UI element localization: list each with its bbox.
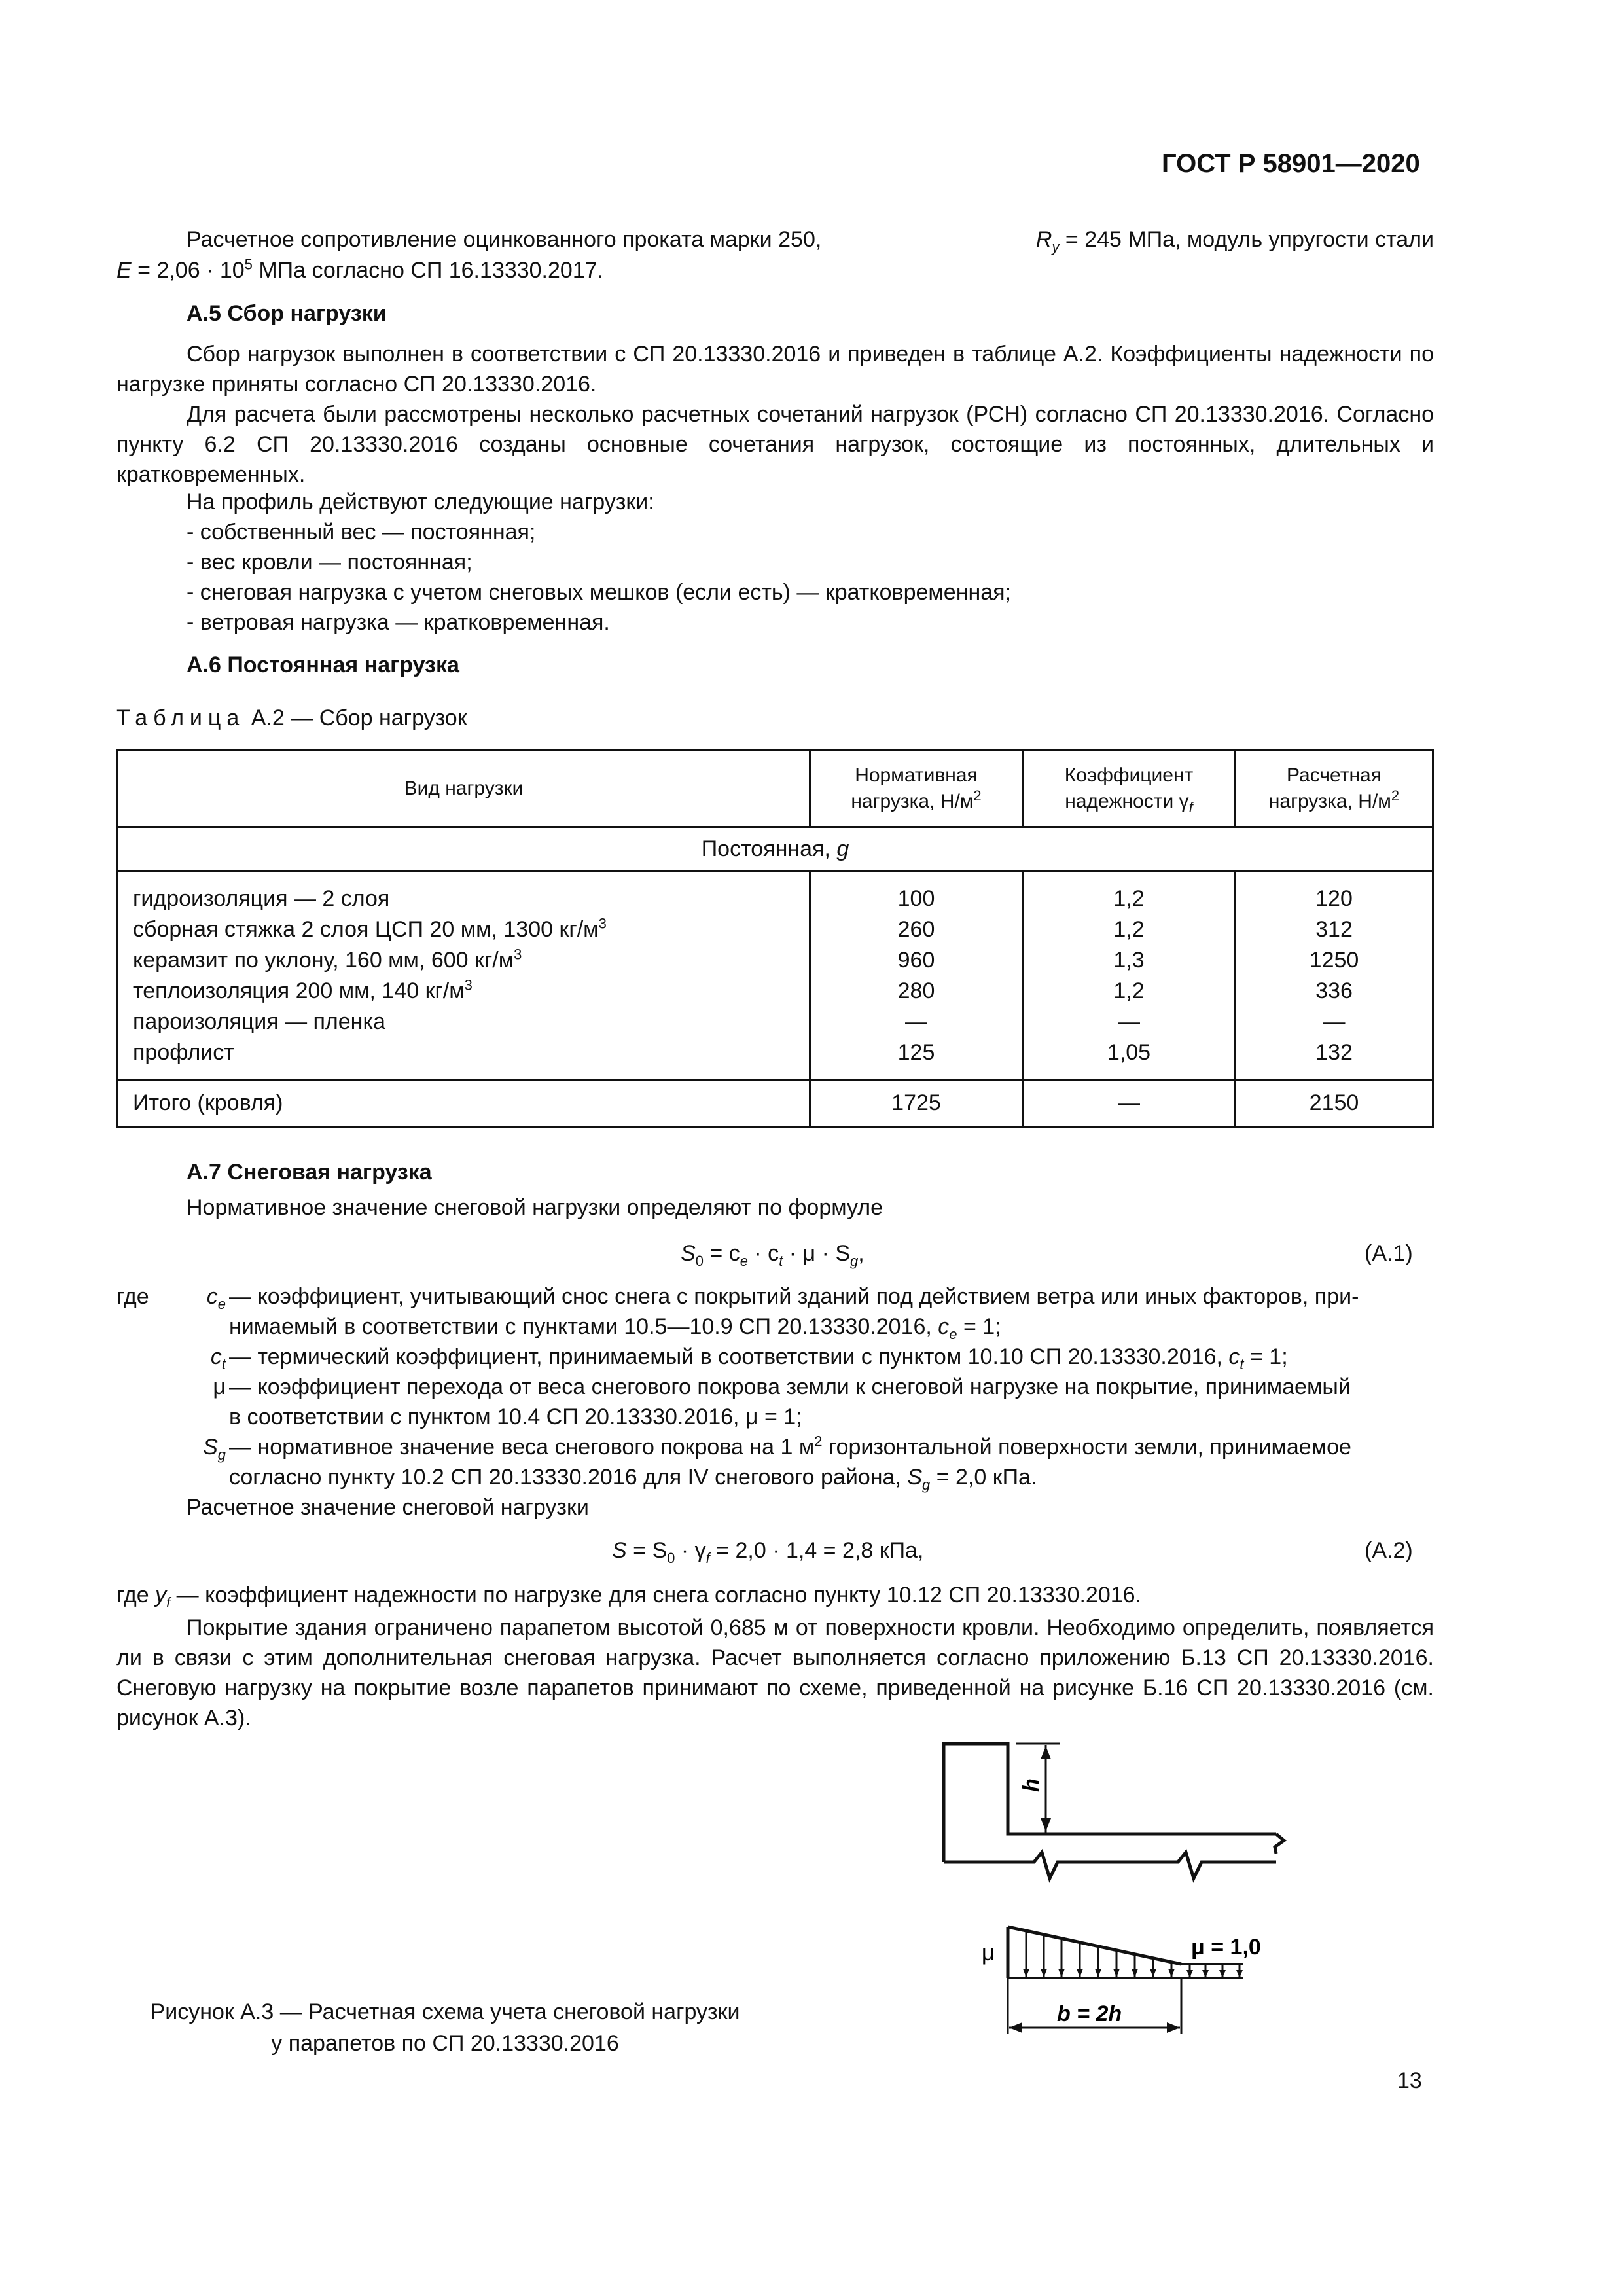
formula-a1-number: (А.1) xyxy=(1364,1241,1413,1266)
table-caption-prefix: Таблица xyxy=(116,706,245,730)
formula-a2-number: (А.2) xyxy=(1364,1538,1413,1563)
section-a5-paragraph-1: Сбор нагрузок выполнен в соответствии с СП 20.13330.2016 и приведен в таблице А.2. Коэффициенты надежности по нагрузке приняты согласно СП 20.13330.2016. xyxy=(116,342,1434,397)
load-list-item: - собственный вес — постоянная; xyxy=(187,520,536,545)
table-row: гидроизоляция — 2 слоя xyxy=(133,886,390,911)
mu-definition-line-2: в соответствии с пунктом 10.4 СП 20.13330.2016, μ = 1; xyxy=(229,1405,802,1429)
table-body-row xyxy=(118,872,1433,1080)
figure-caption-line-2: у парапетов по СП 20.13330.2016 xyxy=(271,2031,619,2056)
loads-table xyxy=(116,749,1434,1128)
table-caption-text: А.2 — Сбор нагрузок xyxy=(251,706,467,730)
figure-caption-line-1: Рисунок А.3 — Расчетная схема учета снеговой нагрузки xyxy=(150,2000,740,2024)
mu-label: μ xyxy=(982,1941,995,1965)
intro-line-2: $E = 2,06 \cdot 10^5$ МПа согласно СП 16.13330.2017. xyxy=(116,256,604,283)
col-header-coefficient: Коэффициент надежности $\gamma_f$ xyxy=(1023,750,1236,827)
page-number: 13 xyxy=(1397,2068,1422,2093)
sg-definition-line-1: — нормативное значение веса снегового покрова на 1 $м^2$ горизонтальной поверхности земли, принимаемое xyxy=(229,1433,1351,1460)
ry-symbol: $R_y = 245$ МПа, модуль упругости стали xyxy=(1035,227,1434,255)
mu-value-label: μ = 1,0 xyxy=(1191,1935,1261,1960)
sg-term: $S_g$ xyxy=(203,1435,226,1463)
table-row: сборная стяжка 2 слоя ЦСП 20 мм, 1300 $кг/м^3$ xyxy=(133,915,607,942)
formula-a2: $S = S_0 \cdot \gamma_f = 2,0 \cdot 1,4 = 2,8$ кПа, xyxy=(612,1538,924,1566)
ce-term: $c_e$ xyxy=(206,1284,226,1312)
section-a7-paragraph-1: Нормативное значение снеговой нагрузки определяют по формуле xyxy=(187,1195,883,1220)
load-list-item: - ветровая нагрузка — кратковременная. xyxy=(187,610,610,635)
section-a7-title: А.7 Снеговая нагрузка xyxy=(187,1160,432,1185)
total-row xyxy=(118,1080,1433,1127)
yf-definition: где $y_f$ — коэффициент надежности по нагрузке для снега согласно пункту 10.12 СП 20.13330.2016. xyxy=(116,1583,1142,1611)
mu-term: μ xyxy=(213,1374,226,1399)
section-a6-title: А.6 Постоянная нагрузка xyxy=(187,653,459,677)
section-a5-paragraph-2: Для расчета были рассмотрены несколько расчетных сочетаний нагрузок (РСН) согласно СП 20.13330.2016. Согласно пункту 6.2 СП 20.13330.2016 созданы основные сочетания нагрузок, состоящие из постоянных, длительных и кратковременных. xyxy=(116,402,1434,487)
ct-term: $c_t$ xyxy=(210,1344,226,1372)
ce-definition-line-1: — коэффициент, учитывающий снос снега с покрытий зданий под действием ветра или иных факторов, при- xyxy=(229,1284,1359,1309)
col-header-load-type: Вид нагрузки xyxy=(118,750,810,827)
h-label: h xyxy=(1019,1778,1044,1792)
total-normative: 1725 xyxy=(810,1080,1023,1127)
section-a5-paragraph-3: На профиль действуют следующие нагрузки: xyxy=(187,490,654,514)
table-row: пароизоляция — пленка xyxy=(133,1009,385,1034)
table-caption xyxy=(116,706,467,731)
section-a7-paragraph-3: Покрытие здания ограничено парапетом высотой 0,685 м от поверхности кровли. Необходимо определить, появляется ли в связи с этим дополнительная снеговая нагрузка. Расчет выполняется согласно приложению Б.13 СП 20.13330.2016. Снеговую нагрузку на покрытие возле парапетов принимают по схеме, приведенной на рисунке Б.16 СП 20.13330.2016 (см. рисунок А.3). xyxy=(116,1615,1434,1731)
sg-definition-line-2: согласно пункту 10.2 СП 20.13330.2016 для IV снегового района, $S_g = 2,0$ кПа. xyxy=(229,1465,1037,1493)
normative-values: 100 260 960 280 — 125 xyxy=(810,872,1023,1080)
b-dimension-label: b = 2h xyxy=(1057,2001,1122,2026)
mu-definition-line-1: — коэффициент перехода от веса снегового покрова земли к снеговой нагрузке на покрытие, принимаемый xyxy=(229,1374,1351,1399)
col-header-design: Расчетная нагрузка, $Н/м^2$ xyxy=(1236,750,1433,827)
load-names xyxy=(118,872,810,1080)
load-list-item: - вес кровли — постоянная; xyxy=(187,550,473,575)
intro-text: Расчетное сопротивление оцинкованного проката марки 250, xyxy=(187,227,822,252)
section-a5-title: А.5 Сбор нагрузки xyxy=(187,301,387,326)
table-row: профлист xyxy=(133,1039,234,1065)
table-header-row xyxy=(118,750,1433,827)
load-list-item: - снеговая нагрузка с учетом снеговых мешков (если есть) — кратковременная; xyxy=(187,580,1012,605)
total-design: 2150 xyxy=(1236,1080,1433,1127)
ct-definition: — термический коэффициент, принимаемый в соответствии с пунктом 10.10 СП 20.13330.2016, $c_t = 1$; xyxy=(229,1344,1288,1372)
intro-line-1 xyxy=(187,227,1434,253)
figure-caption xyxy=(105,1996,785,2059)
section-a7-paragraph-2: Расчетное значение снеговой нагрузки xyxy=(187,1495,589,1520)
table-row: теплоизоляция 200 мм, 140 $кг/м^3$ xyxy=(133,977,473,1003)
table-row: керамзит по уклону, 160 мм, 600 $кг/м^3$ xyxy=(133,946,522,973)
total-label: Итого (кровля) xyxy=(118,1080,810,1127)
coefficient-values: 1,2 1,2 1,3 1,2 — 1,05 xyxy=(1023,872,1236,1080)
standard-header: ГОСТ Р 58901—2020 xyxy=(1162,149,1420,178)
group-row xyxy=(118,827,1433,872)
col-header-normative: Нормативная нагрузка, $Н/м^2$ xyxy=(810,750,1023,827)
total-coefficient: — xyxy=(1023,1080,1236,1127)
ce-definition-line-2: нимаемый в соответствии с пунктами 10.5—10.9 СП 20.13330.2016, $c_e = 1$; xyxy=(229,1314,1001,1342)
formula-a1: $S_0 = c_e \cdot c_t \cdot \mu \cdot S_g$, xyxy=(681,1241,865,1269)
parapet-section xyxy=(944,1744,1284,1878)
where-label: где xyxy=(116,1284,149,1309)
design-values: 120 312 1250 336 — 132 xyxy=(1236,872,1433,1080)
group-label: Постоянная, g xyxy=(118,827,1433,872)
snow-load-diagram xyxy=(903,1721,1309,2049)
